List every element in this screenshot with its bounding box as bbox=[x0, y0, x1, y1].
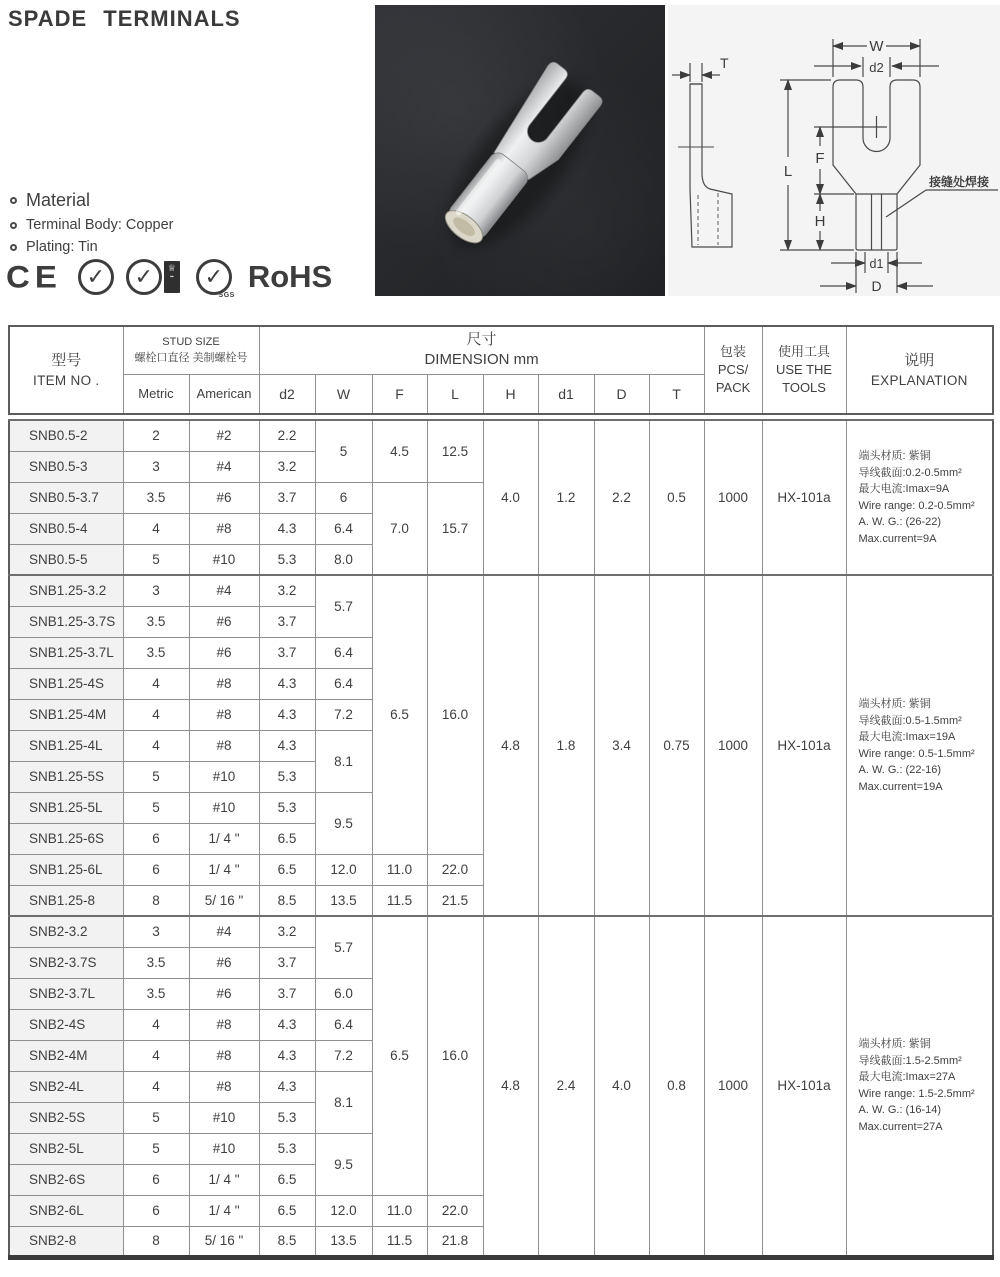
d2-cell: 3.7 bbox=[259, 482, 315, 513]
explanation-cell bbox=[846, 916, 993, 1257]
tools-cell: HX-101a bbox=[762, 420, 846, 575]
w-cell: 6.4 bbox=[315, 637, 372, 668]
item-no-cell: SNB2-3.7S bbox=[9, 947, 123, 978]
metric-cell: 3.5 bbox=[123, 606, 189, 637]
metric-cell: 5 bbox=[123, 792, 189, 823]
d2-cell: 2.2 bbox=[259, 420, 315, 451]
pack-cell: 1000 bbox=[704, 575, 762, 916]
item-no-cell: SNB0.5-3.7 bbox=[9, 482, 123, 513]
d2-cell: 4.3 bbox=[259, 1071, 315, 1102]
sgs-badge-icon bbox=[196, 259, 235, 299]
american-cell: #6 bbox=[189, 978, 259, 1009]
d-cell: 3.4 bbox=[594, 575, 649, 916]
col-header-d2: d2 bbox=[259, 374, 315, 414]
material-item-line bbox=[10, 217, 174, 233]
dim-label-D: D bbox=[871, 278, 882, 294]
metric-cell: 6 bbox=[123, 823, 189, 854]
w-cell: 6.4 bbox=[315, 1009, 372, 1040]
l-cell: 12.5 bbox=[427, 420, 483, 482]
d2-cell: 3.2 bbox=[259, 575, 315, 606]
col-header-f: F bbox=[372, 374, 427, 414]
explanation-line: A. W. G.: (22-16) bbox=[858, 764, 942, 776]
dimension-en: DIMENSION mm bbox=[424, 351, 539, 369]
diagram-drawing bbox=[668, 5, 1000, 296]
tools-en1: USE THE bbox=[775, 362, 833, 377]
t-cell: 0.75 bbox=[649, 575, 704, 916]
w-cell: 6.0 bbox=[315, 978, 372, 1009]
metric-cell: 3 bbox=[123, 451, 189, 482]
bullet-icon bbox=[10, 197, 17, 204]
rohs-mark: RoHS bbox=[247, 259, 333, 294]
tools-en2: TOOLS bbox=[782, 380, 826, 395]
page-title: SPADE TERMINALS bbox=[8, 6, 241, 31]
spec-table-body bbox=[9, 420, 993, 1257]
ukas-crown-icon: ♕ bbox=[167, 263, 176, 273]
item-no-cell: SNB2-5L bbox=[9, 1133, 123, 1164]
american-cell: #10 bbox=[189, 544, 259, 575]
d2-cell: 5.3 bbox=[259, 1102, 315, 1133]
table-row bbox=[9, 575, 993, 606]
w-cell: 12.0 bbox=[315, 1195, 372, 1226]
d2-cell: 5.3 bbox=[259, 792, 315, 823]
item-no-cell: SNB1.25-4M bbox=[9, 699, 123, 730]
l-cell: 16.0 bbox=[427, 575, 483, 854]
certification-logos bbox=[6, 256, 332, 298]
f-cell: 11.0 bbox=[372, 854, 427, 885]
explanation-line: 导线截面:1.5-2.5mm² bbox=[858, 1054, 962, 1067]
w-cell: 5 bbox=[315, 420, 372, 482]
col-header-stud-size bbox=[123, 326, 259, 374]
dim-label-d1: d1 bbox=[869, 257, 884, 271]
tools-cell: HX-101a bbox=[762, 916, 846, 1257]
f-cell: 11.0 bbox=[372, 1195, 427, 1226]
explanation-zh: 说明 bbox=[904, 351, 935, 369]
d2-cell: 3.2 bbox=[259, 451, 315, 482]
spec-table bbox=[8, 419, 994, 1260]
item-no-cell: SNB0.5-5 bbox=[9, 544, 123, 575]
metric-cell: 6 bbox=[123, 1195, 189, 1226]
w-cell: 7.2 bbox=[315, 699, 372, 730]
d1-cell: 2.4 bbox=[538, 916, 594, 1257]
col-header-american: American bbox=[189, 374, 259, 414]
metric-cell: 3 bbox=[123, 575, 189, 606]
d2-cell: 4.3 bbox=[259, 730, 315, 761]
explanation-line: Max.current=27A bbox=[858, 1120, 943, 1133]
explanation-line: Wire range: 0.5-1.5mm² bbox=[858, 747, 975, 760]
d2-cell: 4.3 bbox=[259, 513, 315, 544]
explanation-line: 最大电流:Imax=27A bbox=[858, 1071, 956, 1084]
l-cell: 21.8 bbox=[427, 1226, 483, 1257]
w-cell: 7.2 bbox=[315, 1040, 372, 1071]
american-cell: #8 bbox=[189, 730, 259, 761]
metric-cell: 3.5 bbox=[123, 482, 189, 513]
metric-cell: 5 bbox=[123, 761, 189, 792]
w-cell: 9.5 bbox=[315, 792, 372, 854]
american-cell: 1/ 4 " bbox=[189, 1195, 259, 1226]
d1-cell: 1.2 bbox=[538, 420, 594, 575]
item-no-zh: 型号 bbox=[51, 351, 82, 369]
metric-cell: 4 bbox=[123, 1040, 189, 1071]
l-cell: 22.0 bbox=[427, 854, 483, 885]
sgs-label: SGS bbox=[218, 292, 235, 299]
american-cell: #6 bbox=[189, 637, 259, 668]
d2-cell: 8.5 bbox=[259, 1226, 315, 1257]
item-no-cell: SNB2-4M bbox=[9, 1040, 123, 1071]
item-no-cell: SNB1.25-6L bbox=[9, 854, 123, 885]
col-header-tools bbox=[762, 326, 846, 414]
col-header-h: H bbox=[483, 374, 538, 414]
col-header-dimension bbox=[259, 326, 704, 374]
item-no-cell: SNB2-4L bbox=[9, 1071, 123, 1102]
d2-cell: 3.7 bbox=[259, 606, 315, 637]
w-cell: 13.5 bbox=[315, 1226, 372, 1257]
item-no-cell: SNB2-6S bbox=[9, 1164, 123, 1195]
spec-table-header bbox=[8, 325, 994, 415]
stud-size-title: STUD SIZE bbox=[162, 336, 220, 349]
explanation-en: EXPLANATION bbox=[870, 372, 968, 388]
dim-label-T: T bbox=[720, 55, 729, 71]
explanation-cell bbox=[846, 575, 993, 916]
metric-cell: 4 bbox=[123, 1009, 189, 1040]
item-no-cell: SNB0.5-3 bbox=[9, 451, 123, 482]
dimension-zh: 尺寸 bbox=[466, 331, 497, 349]
american-cell: #8 bbox=[189, 699, 259, 730]
tools-zh: 使用工具 bbox=[778, 344, 831, 359]
d2-cell: 3.7 bbox=[259, 978, 315, 1009]
d1-cell: 1.8 bbox=[538, 575, 594, 916]
metric-cell: 4 bbox=[123, 1071, 189, 1102]
material-item: Terminal Body: Copper bbox=[26, 217, 174, 233]
d2-cell: 3.7 bbox=[259, 947, 315, 978]
material-heading-line bbox=[10, 190, 174, 211]
w-cell: 8.1 bbox=[315, 1071, 372, 1133]
american-cell: 1/ 4 " bbox=[189, 823, 259, 854]
d2-cell: 5.3 bbox=[259, 1133, 315, 1164]
d2-cell: 6.5 bbox=[259, 1195, 315, 1226]
col-header-t: T bbox=[649, 374, 704, 414]
ukas-badge-icon bbox=[164, 261, 180, 293]
american-cell: #6 bbox=[189, 606, 259, 637]
col-header-explanation bbox=[846, 326, 993, 414]
iso-badge-icon: ✓ bbox=[126, 259, 162, 295]
american-cell: #8 bbox=[189, 1009, 259, 1040]
item-no-cell: SNB1.25-3.7S bbox=[9, 606, 123, 637]
w-cell: 6.4 bbox=[315, 513, 372, 544]
material-item-line bbox=[10, 239, 174, 255]
bullet-icon bbox=[10, 244, 17, 251]
col-header-d: D bbox=[594, 374, 649, 414]
explanation-line: A. W. G.: (16-14) bbox=[858, 1104, 942, 1117]
american-cell: #8 bbox=[189, 1071, 259, 1102]
l-cell: 16.0 bbox=[427, 916, 483, 1195]
d2-cell: 8.5 bbox=[259, 885, 315, 916]
dimension-diagram bbox=[668, 5, 1000, 296]
metric-cell: 8 bbox=[123, 885, 189, 916]
col-header-metric: Metric bbox=[123, 374, 189, 414]
explanation-line: A. W. G.: (26-22) bbox=[858, 516, 942, 528]
american-cell: 5/ 16 " bbox=[189, 1226, 259, 1257]
item-no-cell: SNB1.25-3.7L bbox=[9, 637, 123, 668]
d2-cell: 3.7 bbox=[259, 637, 315, 668]
d-cell: 4.0 bbox=[594, 916, 649, 1257]
f-cell: 11.5 bbox=[372, 1226, 427, 1257]
explanation-line: Wire range: 1.5-2.5mm² bbox=[858, 1087, 975, 1100]
l-cell: 21.5 bbox=[427, 885, 483, 916]
american-cell: #8 bbox=[189, 513, 259, 544]
american-cell: #2 bbox=[189, 420, 259, 451]
w-cell: 5.7 bbox=[315, 575, 372, 637]
explanation-line: 端头材质: 紫铜 bbox=[858, 450, 931, 462]
metric-cell: 5 bbox=[123, 544, 189, 575]
dim-label-L: L bbox=[783, 163, 793, 180]
l-cell: 22.0 bbox=[427, 1195, 483, 1226]
item-no-cell: SNB1.25-3.2 bbox=[9, 575, 123, 606]
d2-cell: 4.3 bbox=[259, 1009, 315, 1040]
explanation-line: Wire range: 0.2-0.5mm² bbox=[858, 499, 975, 512]
american-cell: #10 bbox=[189, 761, 259, 792]
american-cell: #10 bbox=[189, 792, 259, 823]
metric-cell: 3.5 bbox=[123, 637, 189, 668]
item-no-cell: SNB2-3.2 bbox=[9, 916, 123, 947]
pack-cell: 1000 bbox=[704, 420, 762, 575]
item-no-cell: SNB0.5-2 bbox=[9, 420, 123, 451]
dim-label-H: H bbox=[814, 213, 826, 230]
american-cell: #10 bbox=[189, 1133, 259, 1164]
w-cell: 8.0 bbox=[315, 544, 372, 575]
explanation-line: 最大电流:Imax=19A bbox=[858, 731, 956, 743]
pack-en1: PCS/ bbox=[717, 362, 749, 377]
metric-cell: 5 bbox=[123, 1102, 189, 1133]
weld-note: 接缝处焊接 bbox=[929, 175, 990, 189]
explanation-line: 端头材质: 紫铜 bbox=[858, 1038, 931, 1051]
stud-size-zh: 螺栓口直径 美制螺栓号 bbox=[134, 352, 248, 365]
metric-cell: 4 bbox=[123, 668, 189, 699]
table-row bbox=[9, 916, 993, 947]
dim-label-d2: d2 bbox=[869, 60, 884, 75]
item-no-cell: SNB1.25-4S bbox=[9, 668, 123, 699]
metric-cell: 4 bbox=[123, 513, 189, 544]
american-cell: #4 bbox=[189, 575, 259, 606]
d2-cell: 4.3 bbox=[259, 668, 315, 699]
d-cell: 2.2 bbox=[594, 420, 649, 575]
explanation-cell bbox=[846, 420, 993, 575]
ce-mark-icon: CE bbox=[6, 258, 62, 295]
d2-cell: 3.2 bbox=[259, 916, 315, 947]
explanation-line: Max.current=19A bbox=[858, 780, 943, 793]
tools-cell: HX-101a bbox=[762, 575, 846, 916]
metric-cell: 8 bbox=[123, 1226, 189, 1257]
metric-cell: 4 bbox=[123, 699, 189, 730]
pack-zh: 包装 bbox=[720, 344, 747, 359]
item-no-cell: SNB2-5S bbox=[9, 1102, 123, 1133]
col-header-pack bbox=[704, 326, 762, 414]
american-cell: #4 bbox=[189, 916, 259, 947]
t-cell: 0.8 bbox=[649, 916, 704, 1257]
h-cell: 4.8 bbox=[483, 575, 538, 916]
col-header-d1: d1 bbox=[538, 374, 594, 414]
metric-cell: 3.5 bbox=[123, 947, 189, 978]
explanation-line: 导线截面:0.5-1.5mm² bbox=[858, 714, 962, 727]
metric-cell: 3.5 bbox=[123, 978, 189, 1009]
explanation-line: Max.current=9A bbox=[858, 532, 937, 545]
w-cell: 12.0 bbox=[315, 854, 372, 885]
item-no-en: ITEM NO . bbox=[33, 372, 100, 388]
metric-cell: 6 bbox=[123, 854, 189, 885]
american-cell: 5/ 16 " bbox=[189, 885, 259, 916]
d2-cell: 6.5 bbox=[259, 823, 315, 854]
col-header-w: W bbox=[315, 374, 372, 414]
d2-cell: 5.3 bbox=[259, 544, 315, 575]
col-header-l: L bbox=[427, 374, 483, 414]
american-cell: #4 bbox=[189, 451, 259, 482]
pack-cell: 1000 bbox=[704, 916, 762, 1257]
item-no-cell: SNB1.25-5S bbox=[9, 761, 123, 792]
w-cell: 8.1 bbox=[315, 730, 372, 792]
d2-cell: 6.5 bbox=[259, 854, 315, 885]
w-cell: 9.5 bbox=[315, 1133, 372, 1195]
h-cell: 4.0 bbox=[483, 420, 538, 575]
col-header-item-no bbox=[9, 326, 123, 414]
american-cell: 1/ 4 " bbox=[189, 854, 259, 885]
w-cell: 6.4 bbox=[315, 668, 372, 699]
f-cell: 4.5 bbox=[372, 420, 427, 482]
american-cell: #6 bbox=[189, 947, 259, 978]
w-cell: 13.5 bbox=[315, 885, 372, 916]
material-section bbox=[10, 190, 174, 261]
american-cell: #6 bbox=[189, 482, 259, 513]
item-no-cell: SNB1.25-4L bbox=[9, 730, 123, 761]
american-cell: #8 bbox=[189, 1040, 259, 1071]
dim-label-W: W bbox=[869, 38, 884, 55]
explanation-line: 最大电流:Imax=9A bbox=[858, 483, 950, 495]
bullet-icon bbox=[10, 222, 17, 229]
d2-cell: 5.3 bbox=[259, 761, 315, 792]
f-cell: 11.5 bbox=[372, 885, 427, 916]
item-no-cell: SNB1.25-5L bbox=[9, 792, 123, 823]
item-no-cell: SNB2-6L bbox=[9, 1195, 123, 1226]
metric-cell: 4 bbox=[123, 730, 189, 761]
check-icon: ✓ bbox=[204, 264, 224, 289]
metric-cell: 3 bbox=[123, 916, 189, 947]
metric-cell: 5 bbox=[123, 1133, 189, 1164]
dim-label-F: F bbox=[815, 150, 825, 167]
material-item: Plating: Tin bbox=[26, 239, 98, 255]
american-cell: 1/ 4 " bbox=[189, 1164, 259, 1195]
product-photo bbox=[375, 5, 665, 296]
american-cell: #10 bbox=[189, 1102, 259, 1133]
material-heading: Material bbox=[26, 190, 91, 210]
w-cell: 6 bbox=[315, 482, 372, 513]
h-cell: 4.8 bbox=[483, 916, 538, 1257]
pack-en2: PACK bbox=[715, 380, 751, 395]
l-cell: 15.7 bbox=[427, 482, 483, 575]
metric-cell: 2 bbox=[123, 420, 189, 451]
item-no-cell: SNB1.25-8 bbox=[9, 885, 123, 916]
spade-terminal-photo-art bbox=[375, 5, 665, 296]
f-cell: 6.5 bbox=[372, 916, 427, 1195]
american-cell: #8 bbox=[189, 668, 259, 699]
weee-badge-icon: ✓ bbox=[78, 259, 114, 295]
t-cell: 0.5 bbox=[649, 420, 704, 575]
d2-cell: 6.5 bbox=[259, 1164, 315, 1195]
metric-cell: 6 bbox=[123, 1164, 189, 1195]
d2-cell: 4.3 bbox=[259, 1040, 315, 1071]
item-no-cell: SNB2-3.7L bbox=[9, 978, 123, 1009]
item-no-cell: SNB1.25-6S bbox=[9, 823, 123, 854]
d2-cell: 4.3 bbox=[259, 699, 315, 730]
table-row bbox=[9, 420, 993, 451]
explanation-line: 端头材质: 紫铜 bbox=[858, 698, 931, 710]
item-no-cell: SNB0.5-4 bbox=[9, 513, 123, 544]
explanation-line: 导线截面:0.2-0.5mm² bbox=[858, 466, 962, 479]
ukas-text: ▪▪ bbox=[170, 274, 174, 280]
f-cell: 6.5 bbox=[372, 575, 427, 854]
f-cell: 7.0 bbox=[372, 482, 427, 575]
item-no-cell: SNB2-8 bbox=[9, 1226, 123, 1257]
item-no-cell: SNB2-4S bbox=[9, 1009, 123, 1040]
w-cell: 5.7 bbox=[315, 916, 372, 978]
